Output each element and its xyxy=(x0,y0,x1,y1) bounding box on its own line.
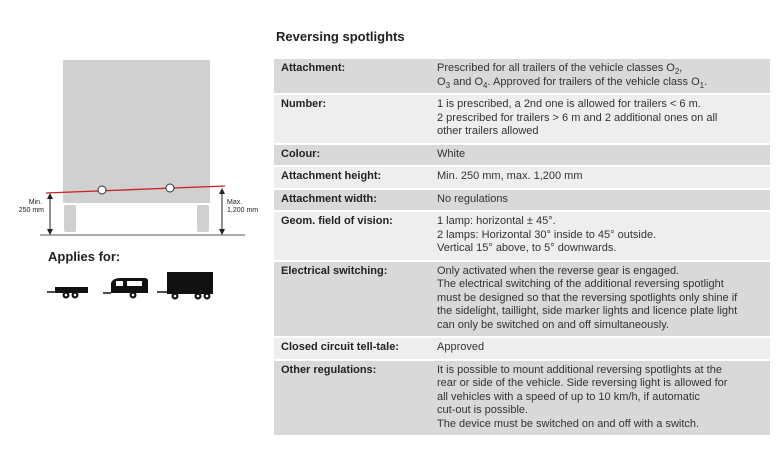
spec-value-line: cut-out is possible. xyxy=(437,404,529,416)
spec-row xyxy=(274,189,770,212)
reversing-lamp-right xyxy=(166,184,174,192)
spec-value xyxy=(430,189,770,212)
spec-row xyxy=(274,144,770,167)
spec-value-line: The electrical switching of the additional reversing spotlight xyxy=(437,278,724,290)
spec-value-line: 2 prescribed for trailers > 6 m and 2 additional ones on all xyxy=(437,111,718,124)
spec-value-line: other trailers allowed xyxy=(437,125,539,137)
spec-value-line: 1 lamp: horizontal ± 45°. xyxy=(437,215,556,227)
spec-row xyxy=(274,261,770,338)
min-label: Min. xyxy=(28,199,42,206)
spec-value-line: The device must be switched on and off with a switch. xyxy=(437,417,700,430)
min-value: 250 mm xyxy=(18,207,44,214)
page-title: Reversing spotlights xyxy=(276,29,405,44)
spec-value-line: Only activated when the reverse gear is engaged. xyxy=(437,264,680,277)
right-wheel xyxy=(197,205,209,232)
spec-table xyxy=(274,59,770,437)
spec-value xyxy=(430,59,770,94)
spec-row xyxy=(274,94,770,144)
spec-value xyxy=(430,360,770,437)
spec-value-line: $O_3$ and $O_4$. Approved for trailers of the vehicle class $O_1$. xyxy=(437,75,708,90)
reversing-lamp-left xyxy=(98,186,106,194)
spec-value-line: 1 is prescribed, a 2nd one is allowed for trailers < 6 m. xyxy=(437,98,701,110)
box-trailer-icon xyxy=(157,272,213,300)
spec-label: Electrical switching: xyxy=(274,261,430,338)
mounting-diagram xyxy=(0,0,270,456)
spec-value-line: must be designed so that the reversing spotlights only shine if xyxy=(437,291,738,304)
spec-label: Geom. field of vision: xyxy=(274,211,430,261)
spec-value-line: It is possible to mount additional reversing spotlights at the xyxy=(437,363,722,376)
car-trailer-icon xyxy=(47,287,88,299)
spec-value-line: can only be switched on and off simultaneously. xyxy=(437,318,669,331)
spec-label: Colour: xyxy=(274,144,430,167)
applies-for-label: Applies for: xyxy=(48,249,121,264)
trailer-body xyxy=(63,60,210,203)
spec-label: Attachment: xyxy=(274,59,430,94)
spec-value-line: Prescribed for all trailers of the vehicle classes $O_2$, xyxy=(437,62,683,77)
spec-row xyxy=(274,211,770,261)
spec-value xyxy=(430,337,770,360)
spec-value xyxy=(430,211,770,261)
spec-label: Attachment width: xyxy=(274,189,430,212)
spec-row xyxy=(274,337,770,360)
spec-value xyxy=(430,94,770,144)
spec-value-line: No regulations xyxy=(437,192,508,205)
spec-value xyxy=(430,261,770,338)
max-value: 1,200 mm xyxy=(227,207,259,214)
spec-value-line: Vertical 15° above, to 5° downwards. xyxy=(437,242,617,254)
spec-value xyxy=(430,144,770,167)
vehicle-icons xyxy=(0,268,270,308)
spec-value-line: all vehicles with a speed of up to 10 km/h, if automatic xyxy=(437,390,700,403)
spec-value-line: the sidelight, taillight, side marker lights and licence plate light xyxy=(437,305,738,317)
spec-row xyxy=(274,166,770,189)
spec-row xyxy=(274,59,770,94)
spec-value-line: Min. 250 mm, max. 1,200 mm xyxy=(437,170,583,182)
spec-row xyxy=(274,360,770,437)
spec-value-line: 2 lamps: Horizontal 30° inside to 45° outside. xyxy=(437,228,657,241)
caravan-icon xyxy=(103,278,148,299)
spec-label: Attachment height: xyxy=(274,166,430,189)
spec-label: Closed circuit tell-tale: xyxy=(274,337,430,360)
spec-value-line: White xyxy=(437,147,466,160)
spec-label: Other regulations: xyxy=(274,360,430,437)
spec-value-line: rear or side of the vehicle. Side reversing light is allowed for xyxy=(437,377,728,389)
left-wheel xyxy=(64,205,76,232)
spec-value-line: Approved xyxy=(437,341,485,353)
max-label: Max. xyxy=(227,199,243,206)
spec-value xyxy=(430,166,770,189)
spec-label: Number: xyxy=(274,94,430,144)
